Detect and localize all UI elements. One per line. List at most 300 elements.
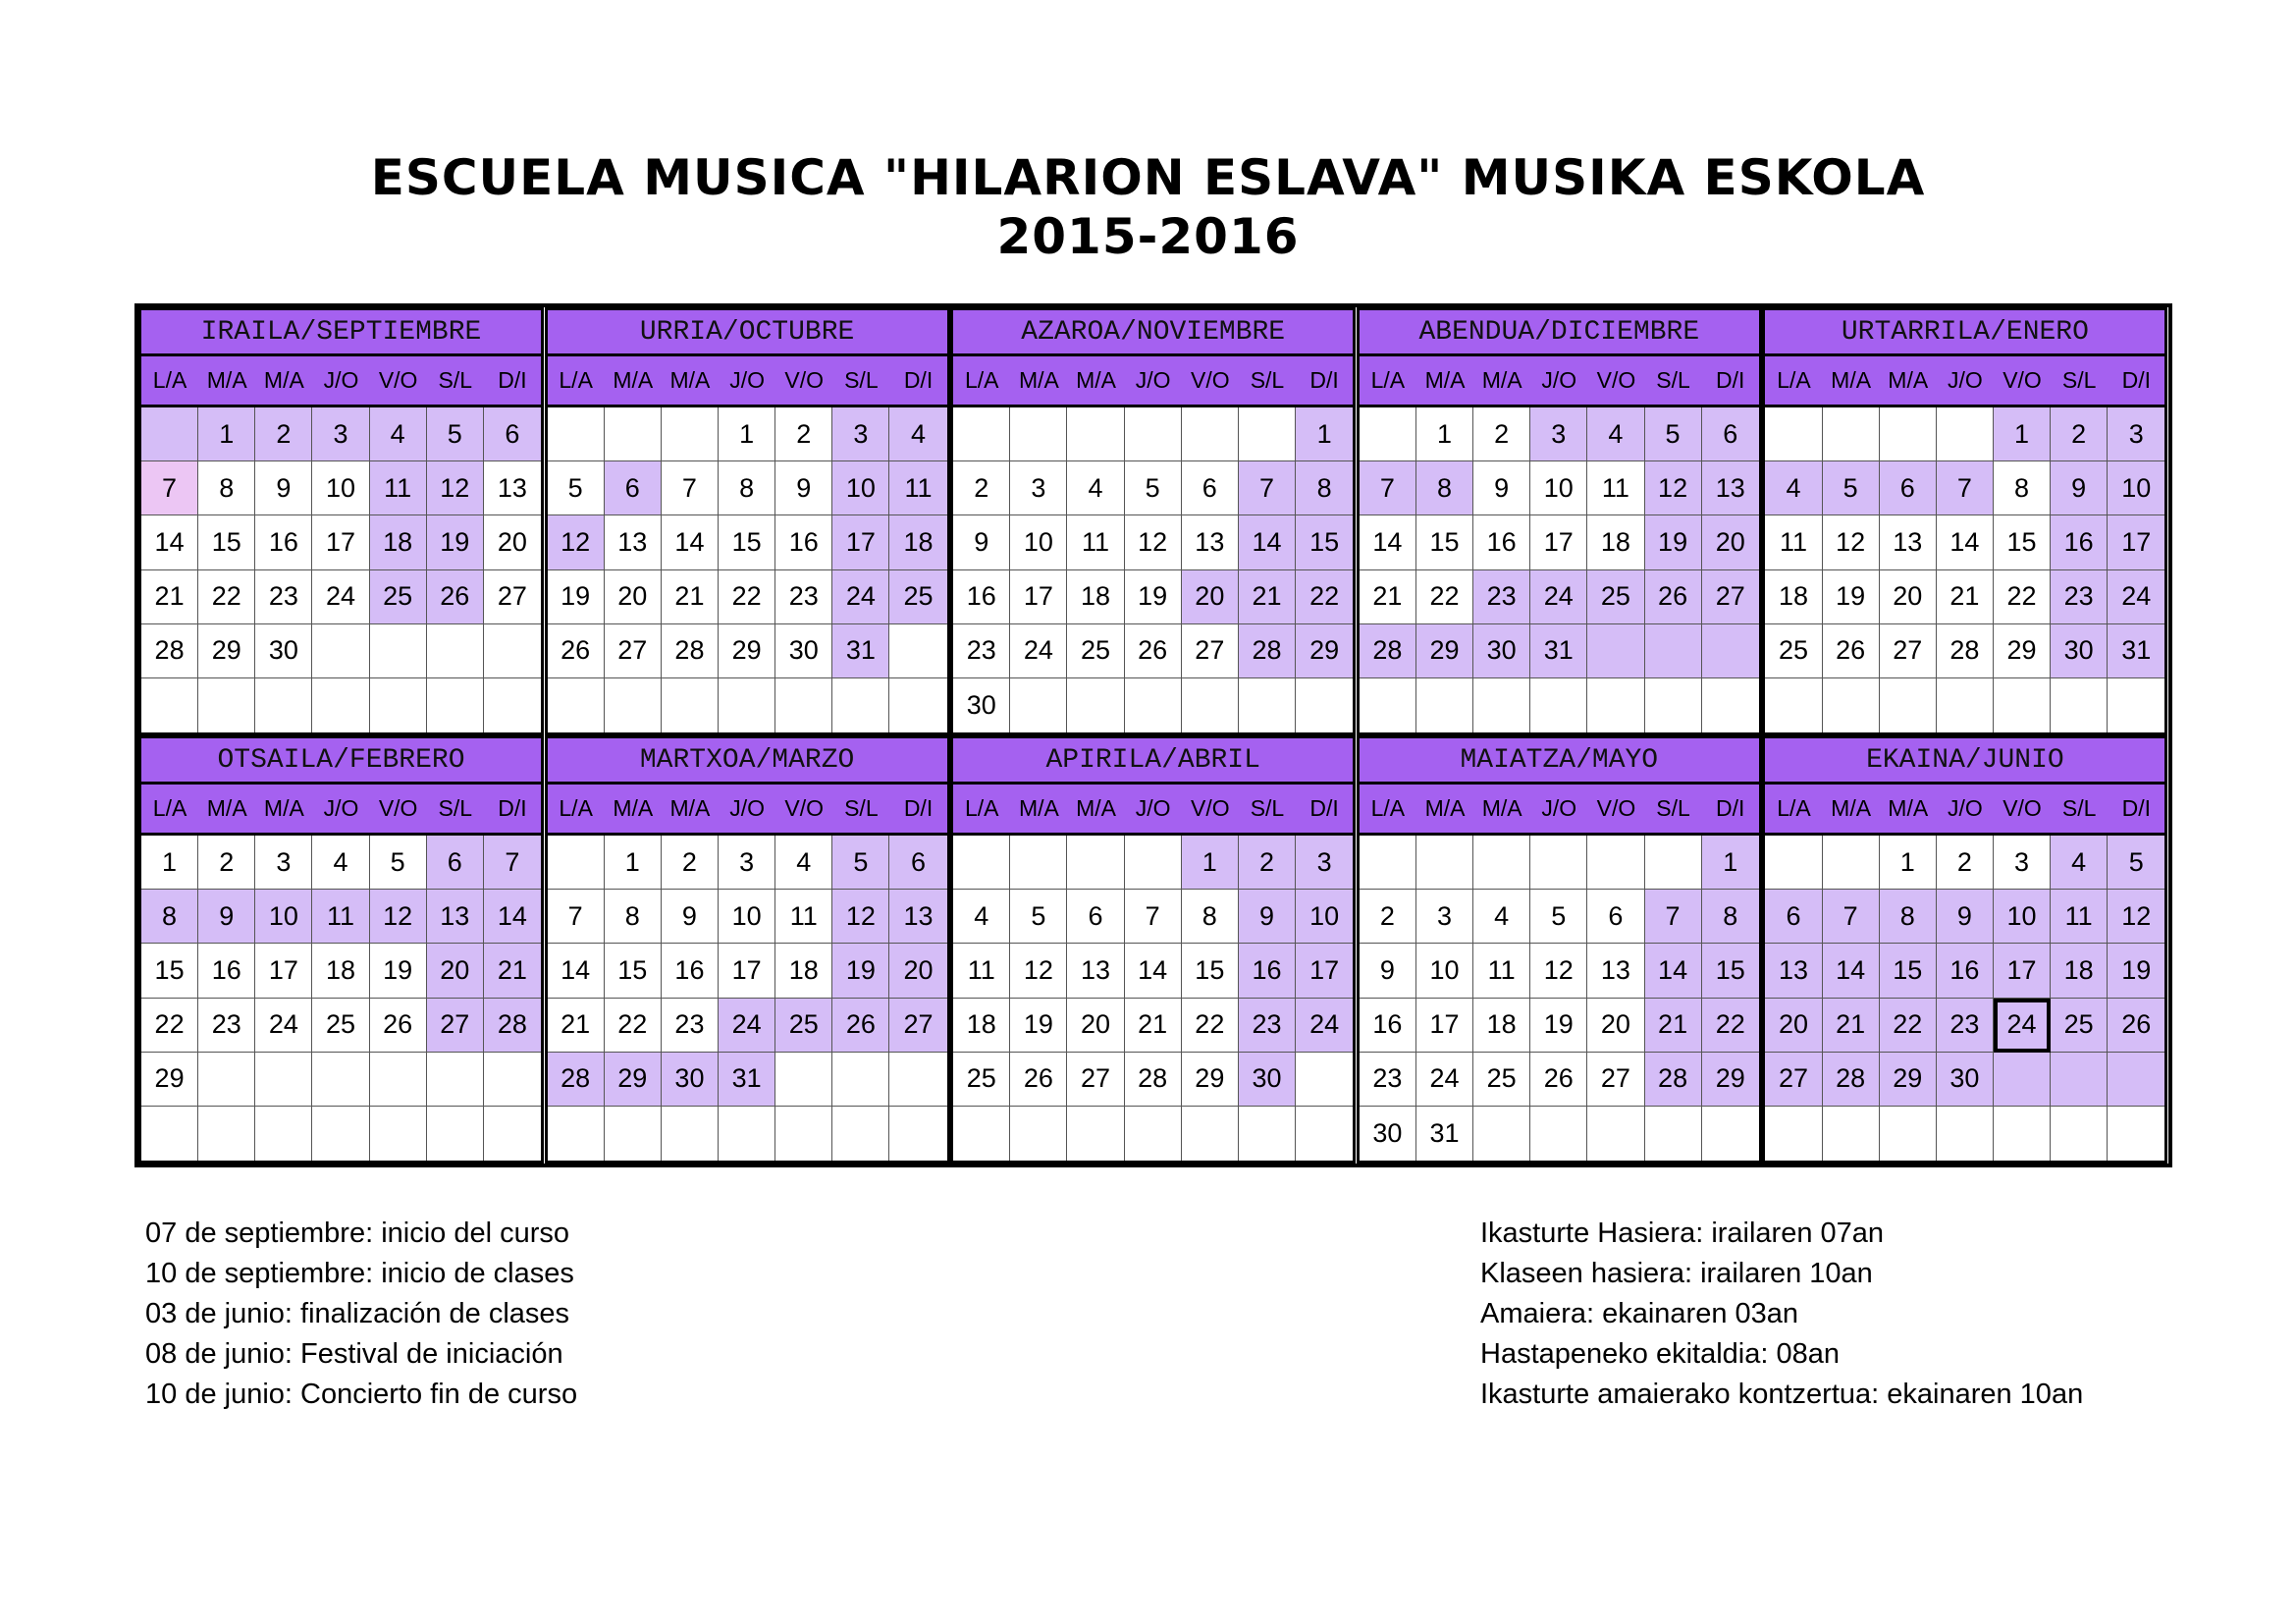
day-cell — [775, 678, 832, 732]
day-cell — [1125, 1107, 1182, 1161]
month-name: MARTXOA/MARZO — [548, 738, 947, 785]
day-cell: 1 — [198, 407, 255, 461]
weekday-label: J/O — [1947, 367, 1983, 393]
day-cell: 24 — [1416, 1053, 1473, 1107]
day-cell — [1416, 836, 1473, 890]
weekday-label: D/I — [498, 795, 527, 821]
day-cell: 30 — [775, 624, 832, 678]
day-cell: 11 — [889, 461, 946, 515]
day-grid — [141, 407, 541, 732]
day-cell: 14 — [1360, 515, 1416, 569]
day-cell: 2 — [775, 407, 832, 461]
day-cell: 5 — [1010, 890, 1067, 944]
day-cell — [832, 1053, 889, 1107]
day-cell — [1360, 678, 1416, 732]
note-eu: Ikasturte Hasiera: irailaren 07an — [1480, 1218, 1885, 1249]
day-cell — [1010, 678, 1067, 732]
day-cell — [1823, 678, 1880, 732]
day-grid — [1765, 407, 2164, 732]
day-cell: 27 — [1182, 624, 1239, 678]
note-eu: Hastapeneko ekitaldia: 08an — [1480, 1338, 1840, 1370]
month-name: EKAINA/JUNIO — [1765, 738, 2164, 785]
day-cell: 19 — [1530, 999, 1587, 1053]
day-cell — [953, 1107, 1010, 1161]
day-cell: 15 — [719, 515, 775, 569]
day-cell: 29 — [1416, 624, 1473, 678]
day-cell: 21 — [141, 570, 198, 624]
day-cell: 30 — [255, 624, 312, 678]
note-eu: Klaseen hasiera: irailaren 10an — [1480, 1258, 1873, 1289]
day-cell: 9 — [1937, 890, 1994, 944]
day-cell — [719, 1107, 775, 1161]
weekday-label: V/O — [378, 795, 418, 821]
day-cell: 26 — [2108, 999, 2164, 1053]
day-cell: 29 — [141, 1053, 198, 1107]
day-cell: 11 — [370, 461, 427, 515]
day-cell: 20 — [889, 944, 946, 998]
day-cell — [548, 678, 605, 732]
day-cell: 2 — [953, 461, 1010, 515]
day-cell — [484, 678, 541, 732]
day-cell: 19 — [832, 944, 889, 998]
day-cell — [1182, 678, 1239, 732]
note-eu: Ikasturte amaierako kontzertua: ekainaren 10an — [1480, 1379, 2084, 1410]
day-cell — [1765, 1107, 1822, 1161]
day-cell: 28 — [548, 1053, 605, 1107]
day-cell: 17 — [1530, 515, 1587, 569]
day-cell — [1010, 1107, 1067, 1161]
note-es: 10 de junio: Concierto fin de curso — [145, 1379, 578, 1410]
day-cell: 7 — [484, 836, 541, 890]
day-cell: 6 — [605, 461, 662, 515]
weekday-label: S/L — [1250, 795, 1285, 821]
day-cell: 3 — [312, 407, 369, 461]
day-cell: 26 — [1530, 1053, 1587, 1107]
day-cell — [1937, 1107, 1994, 1161]
day-cell: 15 — [1994, 515, 2051, 569]
day-cell: 5 — [2108, 836, 2164, 890]
day-cell: 16 — [1360, 999, 1416, 1053]
day-cell: 27 — [427, 999, 484, 1053]
day-cell: 9 — [1239, 890, 1296, 944]
day-cell: 1 — [1702, 836, 1759, 890]
day-cell: 22 — [1994, 570, 2051, 624]
day-cell — [953, 836, 1010, 890]
day-cell — [662, 678, 719, 732]
weekday-label: M/A — [613, 795, 654, 821]
weekday-label: M/A — [1018, 795, 1059, 821]
weekday-header — [1765, 785, 2164, 836]
note-es: 08 de junio: Festival de iniciación — [145, 1338, 563, 1370]
day-cell: 5 — [832, 836, 889, 890]
day-cell — [1880, 678, 1937, 732]
day-cell — [1530, 678, 1587, 732]
weekday-label: M/A — [1424, 367, 1466, 393]
day-cell — [1125, 836, 1182, 890]
day-cell: 27 — [889, 999, 946, 1053]
day-cell: 8 — [719, 461, 775, 515]
day-cell: 20 — [1765, 999, 1822, 1053]
day-cell: 20 — [1067, 999, 1124, 1053]
day-cell — [1125, 407, 1182, 461]
day-cell: 23 — [1473, 570, 1530, 624]
month-name: MAIATZA/MAYO — [1360, 738, 1759, 785]
day-cell — [255, 1053, 312, 1107]
day-cell: 4 — [1067, 461, 1124, 515]
weekday-label: L/A — [1370, 795, 1406, 821]
weekday-label: J/O — [1947, 795, 1983, 821]
day-cell: 19 — [2108, 944, 2164, 998]
day-cell: 10 — [1530, 461, 1587, 515]
day-cell: 2 — [198, 836, 255, 890]
day-cell: 9 — [953, 515, 1010, 569]
weekday-header — [953, 785, 1353, 836]
day-cell — [605, 678, 662, 732]
weekday-label: S/L — [1250, 367, 1285, 393]
weekday-label: V/O — [784, 795, 825, 821]
weekday-header — [1360, 356, 1759, 407]
weekday-label: J/O — [729, 795, 765, 821]
day-cell: 21 — [1823, 999, 1880, 1053]
day-cell — [1239, 1107, 1296, 1161]
day-cell — [662, 407, 719, 461]
day-cell: 6 — [484, 407, 541, 461]
month-block — [138, 307, 544, 735]
day-cell: 3 — [2108, 407, 2164, 461]
weekday-label: J/O — [1135, 795, 1171, 821]
day-cell: 17 — [1010, 570, 1067, 624]
day-cell: 11 — [1067, 515, 1124, 569]
day-cell: 22 — [198, 570, 255, 624]
day-cell — [312, 678, 369, 732]
day-grid — [1360, 836, 1759, 1161]
weekday-label: L/A — [559, 795, 593, 821]
day-cell: 18 — [370, 515, 427, 569]
day-cell: 10 — [832, 461, 889, 515]
weekday-label: M/A — [1424, 795, 1466, 821]
day-cell — [1182, 1107, 1239, 1161]
day-cell: 23 — [662, 999, 719, 1053]
day-cell: 2 — [1937, 836, 1994, 890]
day-cell: 13 — [427, 890, 484, 944]
day-cell — [1587, 678, 1644, 732]
day-cell — [1645, 624, 1702, 678]
weekday-label: S/L — [2061, 367, 2097, 393]
day-cell: 24 — [1530, 570, 1587, 624]
page-title: ESCUELA MUSICA "HILARION ESLAVA" MUSIKA ESKOLA — [370, 149, 1926, 206]
month-block — [545, 735, 950, 1164]
day-cell: 7 — [662, 461, 719, 515]
weekday-label: D/I — [903, 795, 934, 821]
day-cell — [1645, 678, 1702, 732]
day-cell: 22 — [1416, 570, 1473, 624]
day-cell: 7 — [141, 461, 198, 515]
day-cell — [889, 678, 946, 732]
day-cell — [1473, 836, 1530, 890]
day-cell: 31 — [2108, 624, 2164, 678]
month-block — [1357, 735, 1762, 1164]
day-cell: 18 — [1473, 999, 1530, 1053]
day-cell: 10 — [1416, 944, 1473, 998]
day-cell: 28 — [1239, 624, 1296, 678]
day-cell — [370, 678, 427, 732]
day-cell — [2051, 1107, 2108, 1161]
weekday-header — [141, 356, 541, 407]
weekday-label: D/I — [2121, 795, 2151, 821]
day-cell — [141, 407, 198, 461]
day-cell: 19 — [1645, 515, 1702, 569]
month-block — [1762, 307, 2167, 735]
day-cell: 13 — [1182, 515, 1239, 569]
day-cell — [427, 1053, 484, 1107]
weekday-header — [953, 356, 1353, 407]
day-cell: 23 — [255, 570, 312, 624]
day-cell: 23 — [1360, 1053, 1416, 1107]
day-cell: 28 — [1645, 1053, 1702, 1107]
day-cell: 13 — [1765, 944, 1822, 998]
day-cell: 19 — [1010, 999, 1067, 1053]
day-cell: 18 — [1067, 570, 1124, 624]
day-cell: 5 — [1645, 407, 1702, 461]
weekday-label: M/A — [206, 367, 247, 393]
day-cell: 28 — [141, 624, 198, 678]
day-cell — [1067, 678, 1124, 732]
day-cell: 14 — [1125, 944, 1182, 998]
weekday-label: M/A — [613, 367, 654, 393]
day-cell — [1125, 678, 1182, 732]
day-cell: 13 — [605, 515, 662, 569]
day-cell — [1645, 1107, 1702, 1161]
day-cell: 5 — [548, 461, 605, 515]
day-cell: 28 — [1937, 624, 1994, 678]
weekday-label: V/O — [1596, 367, 1636, 393]
day-cell — [953, 407, 1010, 461]
day-cell — [255, 1107, 312, 1161]
day-cell: 7 — [548, 890, 605, 944]
day-cell: 15 — [605, 944, 662, 998]
day-cell: 1 — [1880, 836, 1937, 890]
month-name: ABENDUA/DICIEMBRE — [1360, 310, 1759, 356]
day-grid — [953, 836, 1353, 1161]
month-block — [1762, 735, 2167, 1164]
day-cell — [1823, 1107, 1880, 1161]
day-cell: 19 — [370, 944, 427, 998]
weekday-label: V/O — [1191, 367, 1230, 393]
day-cell: 21 — [1239, 570, 1296, 624]
day-cell: 25 — [2051, 999, 2108, 1053]
day-cell — [2108, 1107, 2164, 1161]
day-cell: 26 — [548, 624, 605, 678]
day-cell: 30 — [953, 678, 1010, 732]
day-cell: 24 — [2108, 570, 2164, 624]
day-cell: 26 — [1125, 624, 1182, 678]
day-cell: 25 — [775, 999, 832, 1053]
weekday-label: D/I — [1309, 795, 1339, 821]
day-cell: 29 — [719, 624, 775, 678]
weekday-label: M/A — [1831, 795, 1872, 821]
day-cell: 7 — [1937, 461, 1994, 515]
day-cell: 14 — [484, 890, 541, 944]
day-cell: 4 — [2051, 836, 2108, 890]
day-cell: 12 — [1645, 461, 1702, 515]
note-eu: Amaiera: ekainaren 03an — [1480, 1298, 1799, 1329]
day-cell: 9 — [198, 890, 255, 944]
weekday-label: V/O — [1191, 795, 1230, 821]
day-cell — [2108, 678, 2164, 732]
day-cell: 18 — [775, 944, 832, 998]
month-block — [1357, 307, 1762, 735]
day-cell — [1360, 836, 1416, 890]
notes-spanish — [145, 1214, 577, 1415]
day-cell: 29 — [1994, 624, 2051, 678]
day-cell: 7 — [1239, 461, 1296, 515]
day-cell: 10 — [1296, 890, 1353, 944]
day-cell: 21 — [662, 570, 719, 624]
day-cell: 20 — [484, 515, 541, 569]
day-cell: 8 — [1296, 461, 1353, 515]
day-cell — [1530, 1107, 1587, 1161]
day-cell: 13 — [1702, 461, 1759, 515]
day-grid — [141, 836, 541, 1161]
day-cell — [1823, 836, 1880, 890]
day-cell: 8 — [198, 461, 255, 515]
weekday-header — [1360, 785, 1759, 836]
day-cell: 17 — [255, 944, 312, 998]
day-cell: 23 — [1239, 999, 1296, 1053]
weekday-label: M/A — [1481, 795, 1522, 821]
day-cell — [370, 624, 427, 678]
day-cell: 24 — [719, 999, 775, 1053]
day-cell: 22 — [1296, 570, 1353, 624]
day-cell: 12 — [1010, 944, 1067, 998]
day-cell — [1296, 1107, 1353, 1161]
day-cell: 27 — [1702, 570, 1759, 624]
day-cell: 8 — [1416, 461, 1473, 515]
day-grid — [953, 407, 1353, 732]
day-cell: 31 — [1530, 624, 1587, 678]
day-cell: 8 — [605, 890, 662, 944]
weekday-label: S/L — [2061, 795, 2097, 821]
day-cell: 9 — [2051, 461, 2108, 515]
day-cell: 20 — [1702, 515, 1759, 569]
day-cell — [548, 407, 605, 461]
day-cell: 4 — [312, 836, 369, 890]
day-cell: 19 — [1823, 570, 1880, 624]
day-cell: 19 — [1125, 570, 1182, 624]
day-cell: 18 — [889, 515, 946, 569]
month-name: URTARRILA/ENERO — [1765, 310, 2164, 356]
day-cell — [427, 1107, 484, 1161]
day-cell — [1880, 1107, 1937, 1161]
day-cell: 15 — [1416, 515, 1473, 569]
day-cell: 24 — [312, 570, 369, 624]
weekday-label: M/A — [1018, 367, 1059, 393]
day-cell: 22 — [141, 999, 198, 1053]
weekday-label: V/O — [2002, 795, 2042, 821]
day-cell — [1239, 407, 1296, 461]
day-cell — [198, 678, 255, 732]
day-cell: 11 — [2051, 890, 2108, 944]
day-cell — [1937, 678, 1994, 732]
day-cell: 22 — [1880, 999, 1937, 1053]
weekday-label: M/A — [1076, 795, 1116, 821]
month-name: URRIA/OCTUBRE — [548, 310, 947, 356]
day-cell: 30 — [1473, 624, 1530, 678]
day-cell: 27 — [605, 624, 662, 678]
weekday-label: J/O — [323, 795, 359, 821]
day-cell: 7 — [1125, 890, 1182, 944]
day-cell: 7 — [1645, 890, 1702, 944]
weekday-label: L/A — [1370, 367, 1406, 393]
weekday-header — [1765, 356, 2164, 407]
day-cell: 14 — [548, 944, 605, 998]
day-cell: 12 — [1530, 944, 1587, 998]
weekday-label: L/A — [964, 367, 999, 393]
day-cell: 25 — [1765, 624, 1822, 678]
month-block — [545, 307, 950, 735]
day-cell: 20 — [605, 570, 662, 624]
day-cell: 17 — [1296, 944, 1353, 998]
day-cell: 29 — [1702, 1053, 1759, 1107]
day-cell: 7 — [1360, 461, 1416, 515]
day-cell: 1 — [605, 836, 662, 890]
day-cell: 12 — [2108, 890, 2164, 944]
day-cell: 27 — [1067, 1053, 1124, 1107]
day-cell: 31 — [1416, 1107, 1473, 1161]
day-cell: 2 — [255, 407, 312, 461]
day-cell: 18 — [1587, 515, 1644, 569]
day-cell: 17 — [2108, 515, 2164, 569]
day-cell: 5 — [1125, 461, 1182, 515]
day-cell — [719, 678, 775, 732]
day-cell — [2108, 1053, 2164, 1107]
day-cell: 23 — [775, 570, 832, 624]
weekday-label: V/O — [1596, 795, 1636, 821]
day-cell: 9 — [775, 461, 832, 515]
day-cell: 6 — [427, 836, 484, 890]
day-cell: 19 — [427, 515, 484, 569]
day-cell — [1067, 836, 1124, 890]
day-cell — [889, 1053, 946, 1107]
day-cell: 29 — [1182, 1053, 1239, 1107]
day-grid — [548, 836, 947, 1161]
weekday-header — [548, 785, 947, 836]
day-cell: 16 — [1473, 515, 1530, 569]
day-cell: 8 — [1994, 461, 2051, 515]
day-cell: 6 — [1702, 407, 1759, 461]
day-cell: 12 — [1823, 515, 1880, 569]
weekday-label: V/O — [2002, 367, 2042, 393]
day-cell: 17 — [719, 944, 775, 998]
day-cell: 10 — [1994, 890, 2051, 944]
day-cell — [889, 1107, 946, 1161]
day-cell: 6 — [889, 836, 946, 890]
day-cell: 2 — [1239, 836, 1296, 890]
weekday-label: M/A — [669, 367, 711, 393]
day-cell: 22 — [719, 570, 775, 624]
weekday-label: D/I — [498, 367, 527, 393]
day-cell: 8 — [1880, 890, 1937, 944]
weekday-label: M/A — [1831, 367, 1872, 393]
day-cell: 25 — [1587, 570, 1644, 624]
day-cell: 16 — [662, 944, 719, 998]
day-cell — [1765, 407, 1822, 461]
day-cell — [1239, 678, 1296, 732]
day-cell: 25 — [312, 999, 369, 1053]
day-cell — [370, 1053, 427, 1107]
note-es: 03 de junio: finalización de clases — [145, 1298, 570, 1329]
weekday-label: L/A — [152, 795, 187, 821]
